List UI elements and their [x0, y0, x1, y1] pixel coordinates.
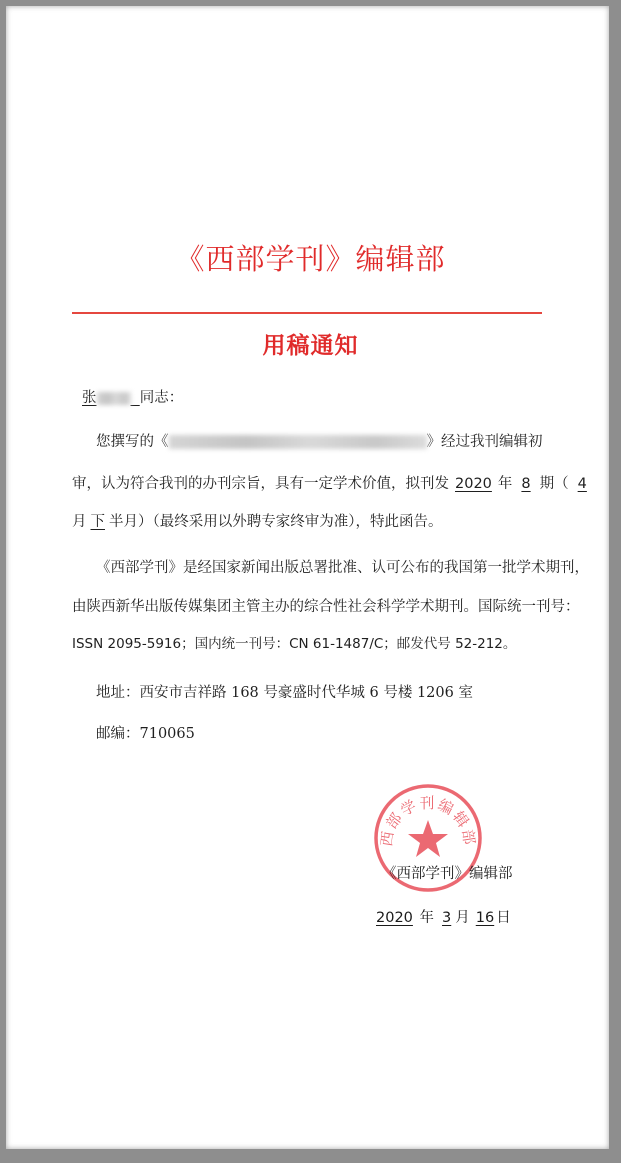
- journal-title: 《西部学刊》编辑部: [175, 242, 446, 276]
- red-divider: [72, 312, 542, 314]
- signature-date: 2020 年 3 月 16 日: [376, 910, 511, 926]
- p2-line1: 《西部学刊》是经国家新闻出版总署批准、认可公布的我国第一批学术期刊，: [96, 560, 589, 576]
- issue-year: 2020: [455, 476, 492, 492]
- p2-line3: ISSN 2095-5916；国内统一刊号：CN 61-1487/C；邮发代号 52-212。: [72, 636, 517, 652]
- recipient-name: 张: [72, 390, 140, 406]
- p1-line1: 您撰写的《 》经过我刊编辑初: [96, 434, 543, 450]
- signature-dept: 《西部学刊》编辑部: [382, 866, 513, 882]
- salutation-suffix: 同志：: [139, 390, 184, 406]
- p1-line3: 月 下 半月）（最终采用以外聘专家终审为准），特此函告。: [72, 514, 443, 530]
- issue-month: 4: [577, 476, 587, 492]
- redacted-name: [97, 392, 131, 405]
- postcode: 邮编：710065: [96, 726, 195, 742]
- redacted-article-title: [169, 435, 427, 449]
- seal-star-icon: [408, 820, 448, 857]
- p2-line2: 由陕西新华出版传媒集团主管主办的综合性社会科学学术期刊。国际统一刊号：: [72, 599, 580, 615]
- salutation: [72, 386, 183, 407]
- issue-half: 下: [90, 514, 105, 530]
- seal-text: 西部学刊编辑部: [377, 794, 479, 848]
- notice-title: 用稿通知: [262, 333, 359, 359]
- address: 地址：西安市吉祥路 168 号豪盛时代华城 6 号楼 1206 室: [96, 685, 473, 701]
- issue-number: 8: [521, 476, 531, 492]
- p1-line2: 审，认为符合我刊的办刊宗旨，具有一定学术价值，拟刊发 2020 年 8 期（ 4: [72, 472, 596, 493]
